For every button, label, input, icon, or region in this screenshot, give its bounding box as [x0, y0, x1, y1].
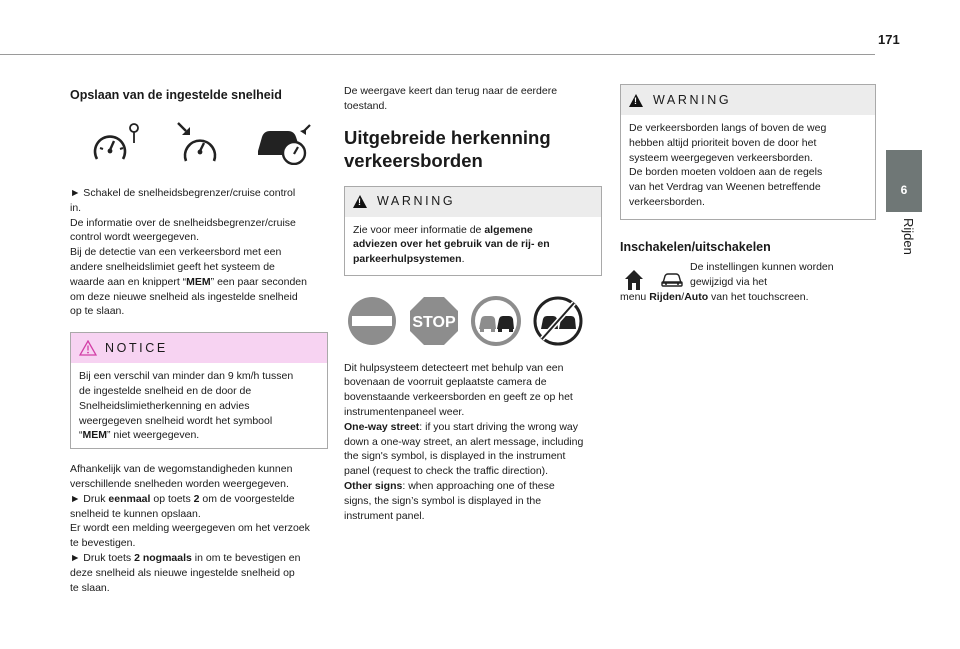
text-line: Er wordt een melding weergegeven om het verzoek [70, 522, 310, 535]
text-line: De informatie over de snelheidsbegrenzer/cruise [70, 216, 296, 229]
text-line: hebben altijd prioriteit boven de door het [629, 136, 817, 149]
text-line: instrument panel. [344, 509, 425, 522]
text-line: ► Druk toets 2 nogmaals in om te bevestigen en [70, 551, 301, 564]
stop-sign-icon [406, 295, 462, 347]
notice-box [70, 332, 328, 449]
text-line: One-way street: if you start driving the wrong way [344, 420, 579, 433]
text-line: op te slaan. [70, 305, 125, 318]
text-line: parkeerhulpsystemen. [353, 253, 465, 266]
text-line: Bij de detectie van een verkeersbord met een [70, 246, 282, 259]
text-line: instrumentenpaneel weer. [344, 405, 465, 418]
text-line: ► Schakel de snelheidsbegrenzer/cruise control [70, 187, 296, 199]
warning-header [621, 85, 875, 115]
text-line: menu Rijden/Auto van het touchscreen. [620, 291, 809, 303]
text-line: ► Druk eenmaal op toets 2 om de voorgestelde [70, 492, 295, 505]
warning-triangle-icon: ! [629, 94, 643, 107]
text-line: Other signs: when approaching one of these [344, 479, 555, 492]
text-line: weergegeven snelheid wordt het symbool [79, 414, 273, 427]
text-line: Afhankelijk van de wegomstandigheden kunnen [70, 463, 293, 476]
text-line: van het Verdrag van Weenen betreffende [629, 181, 821, 194]
warning-header [345, 187, 601, 217]
text-line: de ingestelde snelheid en de door de [79, 384, 252, 397]
text-line: Dit hulpsysteem detecteert met behulp van een [344, 361, 564, 374]
speed-icons-row [92, 121, 328, 165]
text-line: bovenstaande verkeersborden en geeft ze op het [344, 391, 573, 404]
text-line: toestand. [344, 99, 388, 112]
warning-title: WARNING [653, 92, 732, 107]
text-line: waarde aan en knippert “MEM” een paar seconden [70, 275, 307, 288]
stop-sign-text: STOP [412, 313, 456, 331]
section-heading-save-speed: Opslaan van de ingestelde snelheid [70, 88, 282, 102]
text-line: “MEM” niet weergegeven. [79, 429, 200, 442]
home-icon [624, 269, 644, 291]
text-line: the sign's symbol, is displayed in the instrument [344, 450, 566, 463]
text-line: De borden moeten voldoen aan de regels [629, 166, 823, 179]
notice-title: NOTICE [105, 340, 168, 355]
text-line: down a one-way street, an alert message, including [344, 435, 584, 448]
speedometer-pin-icon [92, 121, 142, 165]
car-icon [660, 271, 684, 289]
notice-header [71, 333, 327, 363]
text-line: Bij een verschil van minder dan 9 km/h tussen [79, 370, 294, 383]
traffic-signs-row [344, 295, 602, 347]
column-left [70, 84, 328, 595]
warning-triangle-icon: ! [353, 195, 367, 208]
text-line: te slaan. [70, 581, 110, 594]
text-line: om deze nieuwe snelheid als ingestelde snelheid [70, 290, 298, 303]
text-line: adviezen over het gebruik van de rij- en [353, 238, 550, 251]
column-right [620, 84, 876, 304]
warning-body [345, 217, 601, 272]
text-line: gewijzigd via het [690, 276, 768, 288]
text-line: De instellingen kunnen worden [690, 261, 834, 273]
text-line: deze snelheid als nieuwe ingestelde snelheid op [70, 566, 295, 579]
text-line: snelheid te kunnen opslaan. [70, 507, 201, 520]
activation-block [620, 260, 876, 304]
text-line: verschillende snelheden worden weergegeven. [70, 477, 289, 490]
notice-triangle-icon [79, 340, 97, 356]
warning-title: WARNING [377, 194, 456, 209]
text-line: control wordt weergegeven. [70, 231, 199, 244]
warning-box-advice [344, 186, 602, 276]
section-heading-activation: Inschakelen/uitschakelen [620, 240, 771, 254]
top-rule [0, 54, 875, 55]
text-line: bovenaan de voorruit geplaatste camera de [344, 376, 547, 389]
column-middle [344, 84, 602, 523]
notice-body [71, 363, 327, 448]
text-line: De weergave keert dan terug naar de eerdere [344, 85, 558, 97]
save-speed-paragraph [70, 186, 328, 319]
chapter-label: Rijden [901, 218, 916, 255]
sign-recognition-paragraph [344, 361, 602, 524]
overtaking-prohibited-sign-icon [468, 295, 524, 347]
car-speedometer-icon [256, 121, 314, 165]
text-line: signs, the sign’s symbol is displayed in the [344, 494, 542, 507]
end-overtaking-prohibited-sign-icon [530, 295, 586, 347]
speedometer-arrow-icon [176, 121, 222, 165]
section-heading-sign-recognition: Uitgebreide herkenning verkeersborden [344, 126, 551, 171]
text-line: Snelheidslimietherkenning en advies [79, 399, 250, 412]
no-entry-sign-icon [344, 295, 400, 347]
text-line: De verkeersborden langs of boven de weg [629, 122, 827, 134]
text-line: te bevestigen. [70, 537, 136, 550]
text-line: in. [70, 201, 82, 214]
chapter-tab[interactable]: 6 [886, 150, 922, 212]
text-line: verkeersborden. [629, 195, 705, 208]
text-line: Zie voor meer informatie de algemene [353, 223, 533, 236]
text-line: panel (request to check the traffic direction). [344, 465, 549, 478]
text-line: andere snelheidslimiet geeft het systeem de [70, 260, 275, 273]
text-line: systeem weergegeven verkeersborden. [629, 151, 813, 164]
warning-box-road-signs [620, 84, 876, 220]
page-number: 171 [878, 32, 900, 47]
store-speed-paragraph [70, 462, 328, 595]
warning-body [621, 115, 875, 215]
